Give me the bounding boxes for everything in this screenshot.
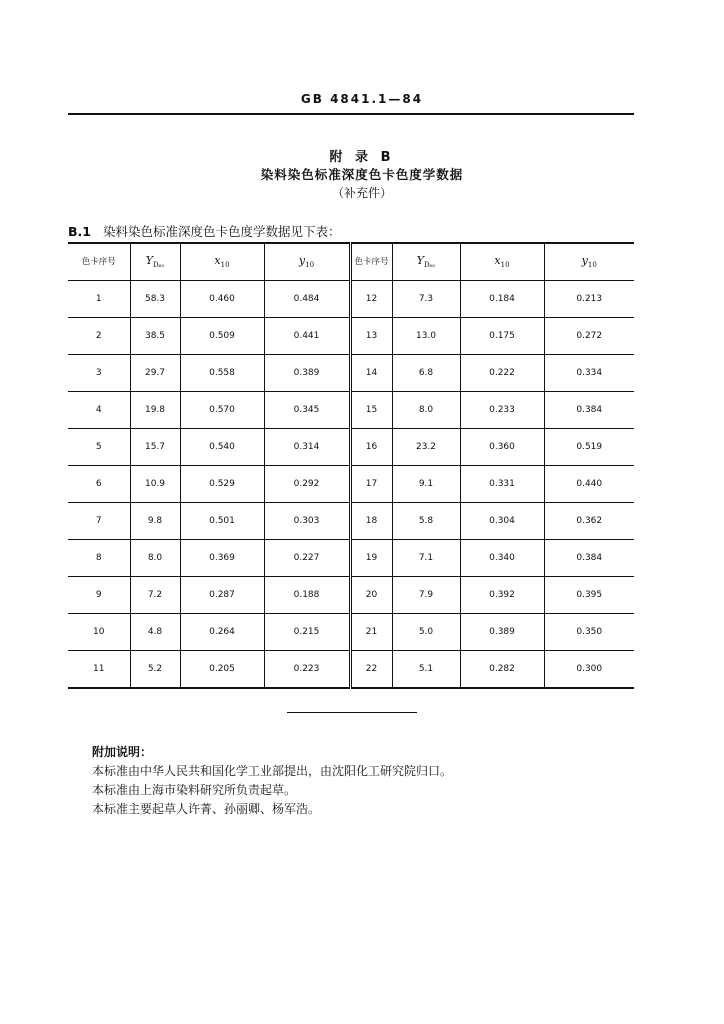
cell-left-card-no: 5	[68, 429, 130, 466]
cell-right-y-d65: 7.1	[392, 540, 460, 577]
cell-right-x10: 0.331	[460, 466, 544, 503]
cell-left-x10: 0.369	[180, 540, 264, 577]
cell-left-x10: 0.287	[180, 577, 264, 614]
cell-right-card-no: 20	[350, 577, 392, 614]
cell-left-y-d65: 15.7	[130, 429, 180, 466]
notes-title: 附加说明：	[92, 745, 153, 759]
cell-right-y10: 0.300	[576, 664, 603, 674]
appendix-title: 附 录 B	[329, 150, 395, 165]
cell-right-y10: 0.384	[544, 392, 634, 429]
cell-right-x10: 0.282	[460, 651, 544, 689]
cell-right-card-no: 18	[350, 503, 392, 540]
cell-left-card-no: 2	[68, 318, 130, 355]
table-row	[68, 466, 634, 503]
cell-left-x10: 0.460	[180, 281, 264, 318]
cell-right-card-no: 21	[350, 614, 392, 651]
header-rule	[68, 113, 634, 115]
table-row	[68, 503, 634, 540]
cell-right-y-d65: 7.3	[392, 281, 460, 318]
header-y10-right: $y_{10}$	[544, 243, 634, 281]
cell-left-y10: 0.441	[264, 318, 350, 355]
cell-left-x10: 0.264	[180, 614, 264, 651]
cell-right-y10: 0.362	[544, 503, 634, 540]
notes-line: 本标准由中华人民共和国化学工业部提出，由沈阳化工研究院归口。	[92, 764, 453, 778]
section-b1	[68, 222, 341, 240]
appendix-name: 染料染色标准深度色卡色度学数据	[260, 167, 464, 182]
cell-right-y-d65: 23.2	[392, 429, 460, 466]
cell-left-y-d65: 29.7	[130, 355, 180, 392]
cell-left-x10: 0.529	[180, 466, 264, 503]
header-card-no-right: 色卡序号	[350, 243, 392, 281]
cell-left-card-no: 3	[68, 355, 130, 392]
standard-code: GB 4841.1—84	[300, 92, 424, 106]
cell-left-y10: 0.303	[264, 503, 350, 540]
table-row	[68, 651, 634, 689]
cell-right-y-d65: 6.8	[392, 355, 460, 392]
cell-right-card-no: 16	[350, 429, 392, 466]
cell-left-y-d65: 5.2	[130, 651, 180, 689]
header-x10: $x_{10}$	[180, 243, 264, 281]
notes-line: 本标准主要起草人许菁、孙丽卿、杨军浩。	[92, 802, 321, 816]
cell-right-y10: 0.213	[544, 281, 634, 318]
cell-left-y-d65: 4.8	[130, 614, 180, 651]
cell-right-x10: 0.175	[460, 318, 544, 355]
cell-right-y-d65: 9.1	[392, 466, 460, 503]
cell-left-y10: 0.314	[264, 429, 350, 466]
cell-right-x10: 0.360	[460, 429, 544, 466]
cell-right-x10: 0.340	[460, 540, 544, 577]
cell-right-y-d65: 7.9	[392, 577, 460, 614]
cell-right-y10: 0.440	[544, 466, 634, 503]
cell-right-y10: 0.272	[544, 318, 634, 355]
cell-left-y10: 0.188	[264, 577, 350, 614]
cell-left-y10: 0.292	[264, 466, 350, 503]
cell-left-x10: 0.509	[180, 318, 264, 355]
cell-left-card-no: 1	[68, 281, 130, 318]
cell-right-card-no: 22	[350, 651, 392, 689]
cell-left-card-no: 10	[68, 614, 130, 651]
cell-right-y-d65: 5.8	[392, 503, 460, 540]
cell-right-card-no: 15	[350, 392, 392, 429]
cell-right-y10: 0.350	[544, 614, 634, 651]
table-header-row	[68, 243, 634, 281]
cell-left-y-d65: 7.2	[130, 577, 180, 614]
cell-left-x10: 0.558	[180, 355, 264, 392]
header-y-d65: $Y_{D_{65}}$	[130, 243, 180, 281]
cell-left-y-d65: 8.0	[130, 540, 180, 577]
table-row	[68, 577, 634, 614]
cell-left-card-no: 9	[68, 577, 130, 614]
cell-left-card-no: 4	[68, 392, 130, 429]
cell-left-y10: 0.345	[264, 392, 350, 429]
cell-left-y10: 0.223	[264, 651, 350, 689]
cell-right-x10: 0.389	[460, 614, 544, 651]
cell-right-card-no: 19	[350, 540, 392, 577]
cell-right-x10: 0.304	[460, 503, 544, 540]
cell-left-y10: 0.215	[264, 614, 350, 651]
additional-notes	[92, 743, 452, 819]
cell-left-y-d65: 38.5	[130, 318, 180, 355]
cell-left-x10: 0.205	[180, 651, 264, 689]
table-row	[68, 318, 634, 355]
cell-right-x10: 0.392	[460, 577, 544, 614]
cell-left-y-d65: 10.9	[130, 466, 180, 503]
cell-right-y10: 0.384	[544, 540, 634, 577]
cell-right-y10: 0.334	[544, 355, 634, 392]
table-row	[68, 614, 634, 651]
cell-left-y-d65: 19.8	[130, 392, 180, 429]
section-text: 染料染色标准深度色卡色度学数据见下表：	[102, 224, 341, 239]
end-rule	[287, 712, 417, 713]
cell-right-card-no: 12	[350, 281, 392, 318]
table-row	[68, 429, 634, 466]
header-y-d65-right: $Y_{D_{65}}$	[392, 243, 460, 281]
notes-line: 本标准由上海市染料研究所负责起草。	[92, 783, 297, 797]
section-number: B.1	[68, 224, 91, 239]
cell-left-card-no: 8	[68, 540, 130, 577]
cell-left-y10: 0.227	[264, 540, 350, 577]
appendix-subtitle: （补充件）	[331, 186, 392, 200]
cell-right-x10: 0.233	[460, 392, 544, 429]
colorimetric-data-table	[68, 242, 634, 689]
header-card-no: 色卡序号	[68, 243, 130, 281]
table-row	[68, 392, 634, 429]
cell-right-card-no: 14	[350, 355, 392, 392]
cell-right-y-d65: 5.0	[392, 614, 460, 651]
cell-right-card-no: 17	[350, 466, 392, 503]
cell-right-x10: 0.184	[460, 281, 544, 318]
table-row	[68, 355, 634, 392]
cell-left-y10: 0.389	[264, 355, 350, 392]
header-x10-right: $x_{10}$	[460, 243, 544, 281]
cell-right-y-d65: 13.0	[392, 318, 460, 355]
cell-left-y10: 0.484	[264, 281, 350, 318]
cell-left-x10: 0.540	[180, 429, 264, 466]
table-row	[68, 540, 634, 577]
cell-right-y-d65: 8.0	[392, 392, 460, 429]
cell-right-card-no: 13	[350, 318, 392, 355]
cell-left-y-d65: 9.8	[130, 503, 180, 540]
cell-right-y10: 0.519	[544, 429, 634, 466]
cell-left-x10: 0.501	[180, 503, 264, 540]
cell-right-y-d65: 5.1	[392, 651, 460, 689]
cell-right-y10: 0.395	[544, 577, 634, 614]
cell-left-card-no: 6	[68, 466, 130, 503]
cell-left-y-d65: 58.3	[130, 281, 180, 318]
cell-left-card-no: 7	[68, 503, 130, 540]
header-y10: $y_{10}$	[264, 243, 350, 281]
cell-left-card-no: 11	[68, 651, 130, 689]
table-row	[68, 281, 634, 318]
cell-left-x10: 0.570	[180, 392, 264, 429]
cell-right-x10: 0.222	[460, 355, 544, 392]
